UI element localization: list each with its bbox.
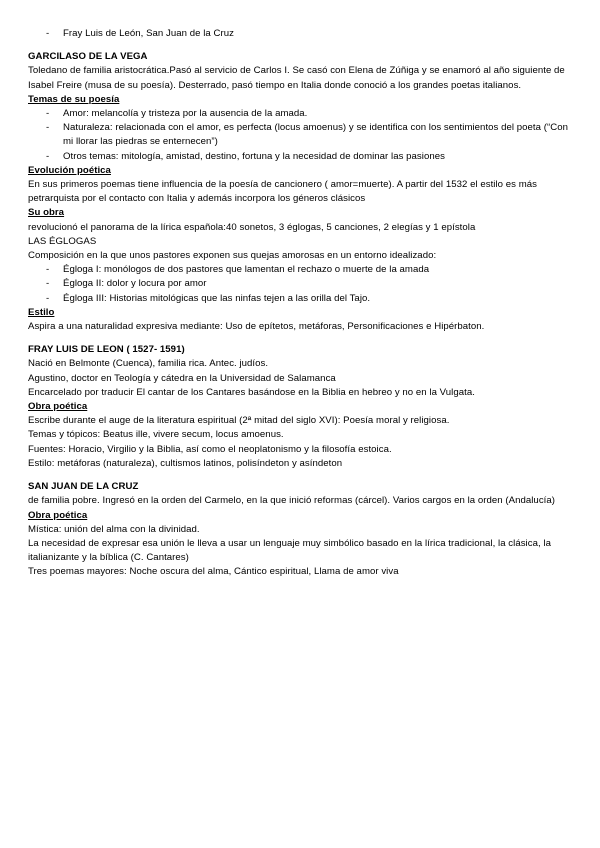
subheading-obra: Obra poética xyxy=(28,401,88,413)
list-item: - Égloga I: monólogos de dos pastores que lamentan el rechazo o muerte de la amada xyxy=(28,263,580,277)
section-heading: FRAY LUIS DE LEON ( 1527- 1591) xyxy=(28,344,185,356)
text-line: Nació en Belmonte (Cuenca), familia rica. Antec. judíos. xyxy=(28,358,269,370)
spacer xyxy=(28,41,580,50)
spacer xyxy=(28,471,580,480)
eglogas-list xyxy=(28,263,580,306)
biography-paragraph: Toledano de familia aristocrática.Pasó al servicio de Carlos I. Se casó con Elena de Zúñiga y se enamoró al año siguiente de Isabel Freire (musa de su poesía). Desterrado, pasó tiempo en Italia donde conoció a los grandes poetas italianos. xyxy=(28,65,565,91)
subheading-temas: Temas de su poesía xyxy=(28,93,120,105)
text-line: Temas y tópicos: Beatus ille, vivere secum, locus amoenus. xyxy=(28,429,284,441)
list-item: - Égloga III: Historias mitológicas que las ninfas tejen a las orilla del Tajo. xyxy=(28,292,580,306)
text-line: Agustino, doctor en Teología y cátedra en la Universidad de Salamanca xyxy=(28,372,336,384)
biography-paragraph: de familia pobre. Ingresó en la orden del Carmelo, en la que inició reformas (cárcel). Varios cargos en la orden (Andalucía) xyxy=(28,495,556,507)
temas-list xyxy=(28,107,580,164)
section-garcilaso xyxy=(28,50,580,334)
obra-paragraph: revolucionó el panorama de la lírica española:40 sonetos, 3 églogas, 5 canciones, 2 elegías y 1 epístola xyxy=(28,221,476,233)
section-heading: GARCILASO DE LA VEGA xyxy=(28,51,148,63)
intro-list xyxy=(28,27,580,41)
list-item: - Amor: melancolía y tristeza por la ausencia de la amada. xyxy=(28,107,580,121)
spacer xyxy=(28,334,580,343)
list-item: - Égloga II: dolor y locura por amor xyxy=(28,277,580,291)
document-page xyxy=(28,27,580,580)
eglogas-intro: Composición en la que unos pastores exponen sus quejas amorosas en un entorno idealizado: xyxy=(28,250,437,262)
text-line: La necesidad de expresar esa unión le lleva a usar un lenguaje muy simbólico basado en la lírica tradicional, la clásica, la italianizante y la bíblica (C. Cantares) xyxy=(28,537,551,564)
section-heading: SAN JUAN DE LA CRUZ xyxy=(28,481,139,493)
subheading-evolucion: Evolución poética xyxy=(28,164,111,176)
text-line: Escribe durante el auge de la literatura espiritual (2ª mitad del siglo XVI): Poesía moral y religiosa. xyxy=(28,415,450,427)
text-line: Fuentes: Horacio, Virgilio y la Biblia, así como el neoplatonismo y la filosofía estoica. xyxy=(28,443,392,455)
text-line: Mística: unión del alma con la divinidad. xyxy=(28,523,200,535)
subheading-obra: Obra poética xyxy=(28,509,88,521)
estilo-paragraph: Aspira a una naturalidad expresiva mediante: Uso de epítetos, metáforas, Personificaciones e Hipérbaton. xyxy=(28,321,485,333)
list-item: - Naturaleza: relacionada con el amor, es perfecta (locus amoenus) y se identifica con los sentimientos del poeta (“Con mi llorar las piedras se enternecen”) xyxy=(28,121,580,149)
text-line: Tres poemas mayores: Noche oscura del alma, Cántico espiritual, Llama de amor viva xyxy=(28,566,399,578)
subheading-obra: Su obra xyxy=(28,207,65,219)
section-san-juan xyxy=(28,480,580,579)
list-item: - Fray Luis de León, San Juan de la Cruz xyxy=(28,27,580,41)
eglogas-title: LAS ÉGLOGAS xyxy=(28,235,97,247)
list-item: - Otros temas: mitología, amistad, destino, fortuna y la necesidad de dominar las pasiones xyxy=(28,150,580,164)
section-fray-luis xyxy=(28,343,580,471)
subheading-estilo: Estilo xyxy=(28,306,55,318)
evolucion-paragraph: En sus primeros poemas tiene influencia de la poesía de cancionero ( amor=muerte). A partir del 1532 el estilo es más petrarquista por el contacto con Italia y además incorpora los géneros clásicos xyxy=(28,179,537,205)
text-line: Estilo: metáforas (naturaleza), cultismos latinos, polisíndeton y asíndeton xyxy=(28,457,343,469)
text-line: Encarcelado por traducir El cantar de los Cantares basándose en la Biblia en hebreo y no en la Vulgata. xyxy=(28,386,475,398)
